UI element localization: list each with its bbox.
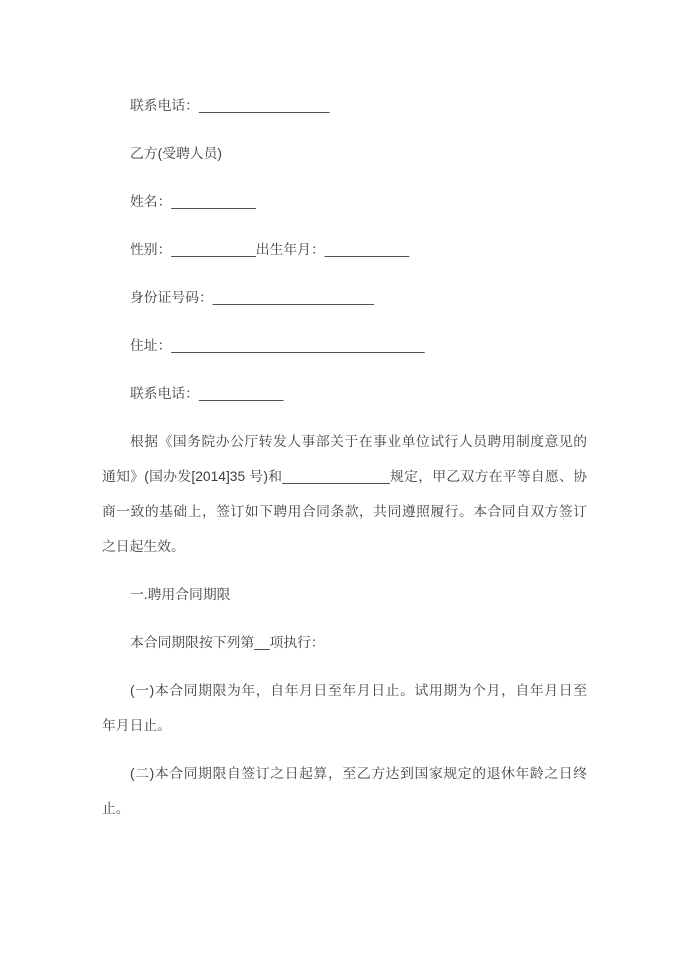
text-line: 年月日止。 bbox=[102, 718, 171, 733]
paragraph-term-option-two bbox=[102, 756, 587, 826]
heading-party-b bbox=[102, 136, 587, 171]
text-line: 一.聘用合同期限 bbox=[130, 587, 231, 602]
text-line: 根据《国务院办公厅转发人事部关于在事业单位试行人员聘用制度意见的 bbox=[130, 434, 587, 449]
line-contact-phone-2 bbox=[102, 376, 587, 411]
text-line: 住址：_________________________________ bbox=[130, 338, 425, 353]
text-line: 商一致的基础上，签订如下聘用合同条款，共同遵照履行。本合同自双方签订 bbox=[102, 504, 587, 519]
text-line: 联系电话：_________________ bbox=[130, 98, 330, 113]
line-term-selection bbox=[102, 625, 587, 660]
text-line: 姓名：___________ bbox=[130, 194, 256, 209]
text-line: 联系电话：___________ bbox=[130, 386, 284, 401]
text-line: 止。 bbox=[102, 801, 130, 816]
paragraph-term-option-one bbox=[102, 673, 587, 743]
line-gender-birthdate bbox=[102, 232, 587, 267]
line-contact-phone-1 bbox=[102, 88, 587, 123]
text-line: (二)本合同期限自签订之日起算，至乙方达到国家规定的退休年龄之日终 bbox=[130, 766, 587, 781]
line-id-number bbox=[102, 280, 587, 315]
text-line: 之日起生效。 bbox=[102, 539, 185, 554]
paragraph-contract-basis bbox=[102, 424, 587, 564]
heading-section-one bbox=[102, 577, 587, 612]
line-name bbox=[102, 184, 587, 219]
text-line: 本合同期限按下列第__项执行： bbox=[130, 635, 325, 650]
text-line: (一)本合同期限为年，自年月日至年月日止。试用期为个月，自年月日至 bbox=[130, 683, 587, 698]
text-line: 通知》(国办发[2014]35 号)和______________规定，甲乙双方在平等自愿、协 bbox=[102, 469, 587, 484]
text-line: 性别：___________出生年月：___________ bbox=[130, 242, 410, 257]
text-line: 乙方(受聘人员) bbox=[130, 146, 222, 161]
line-address bbox=[102, 328, 587, 363]
text-line: 身份证号码：_____________________ bbox=[130, 290, 374, 305]
